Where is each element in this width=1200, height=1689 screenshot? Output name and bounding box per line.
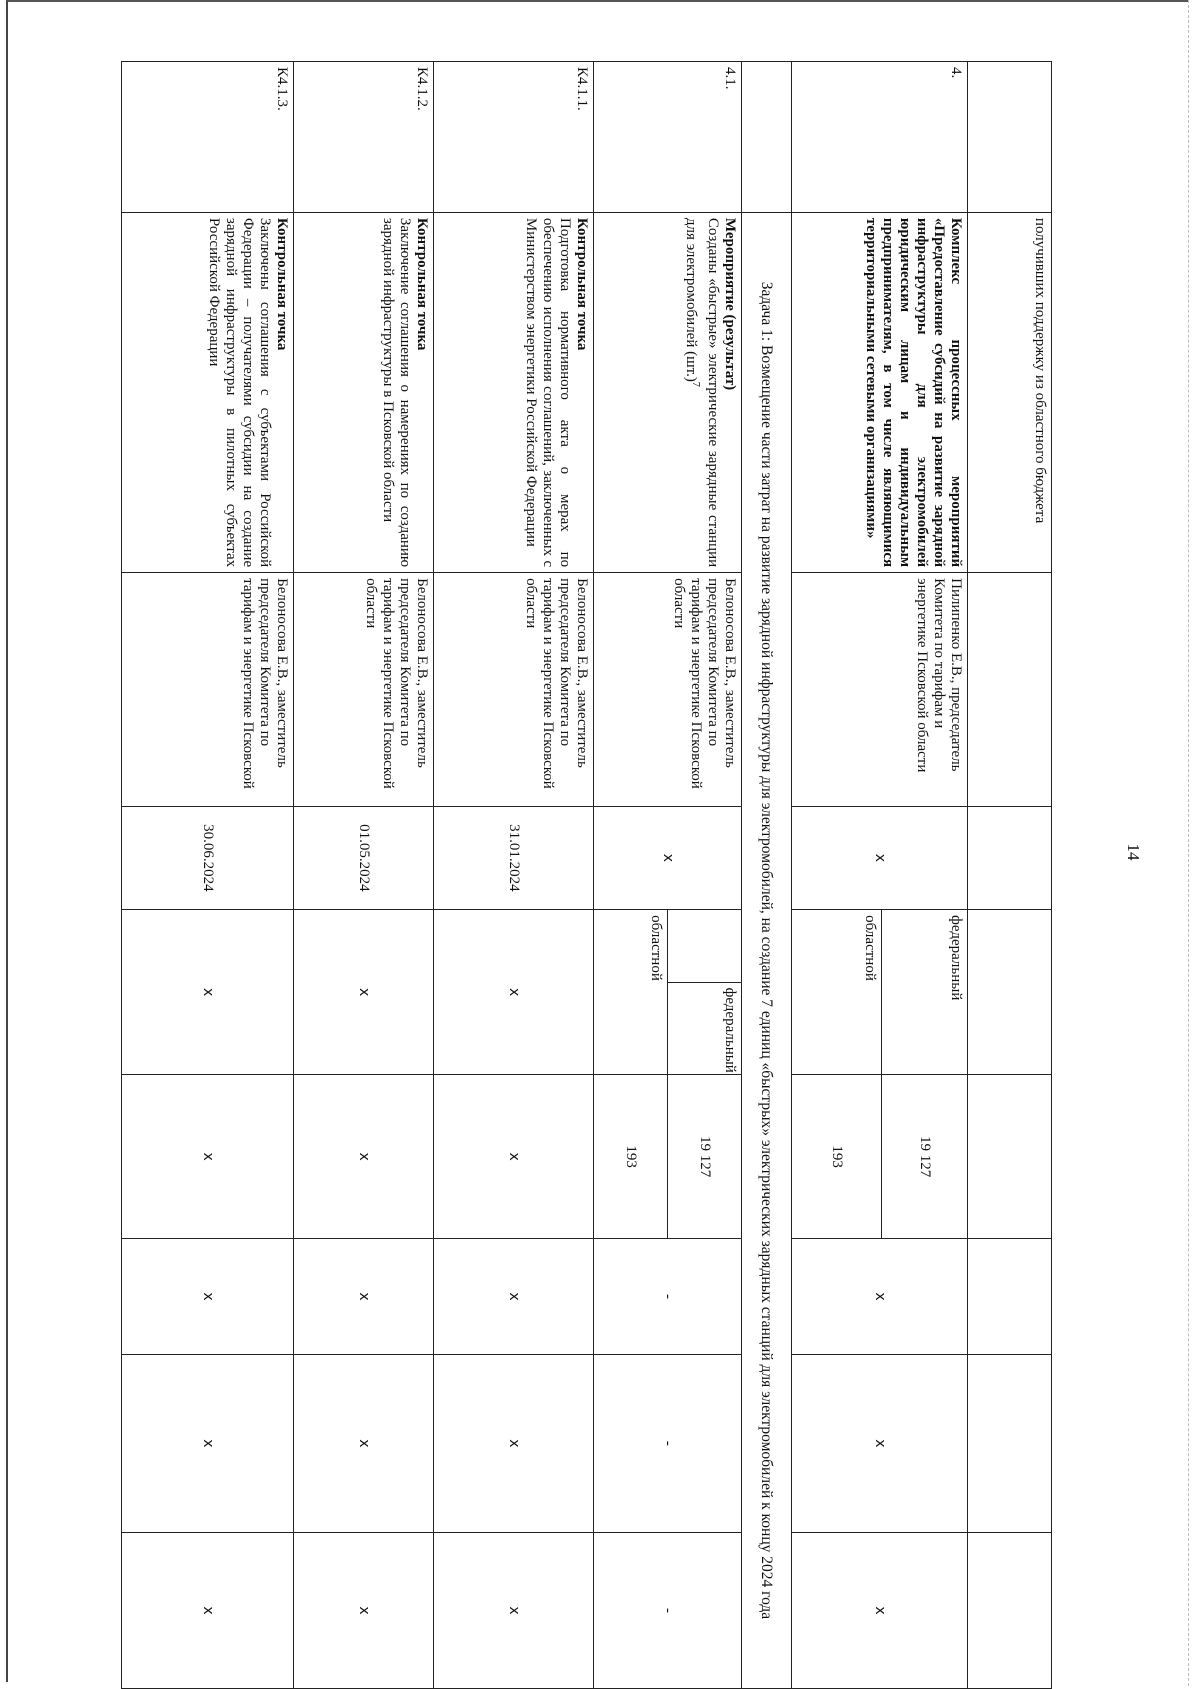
table-row: [968, 62, 1052, 1689]
cell-source: x: [122, 910, 294, 1075]
cell-v3: x: [792, 1532, 968, 1688]
cell-v1: x: [792, 1239, 968, 1355]
cell-num: К4.1.3.: [122, 62, 294, 213]
plan-table: [121, 61, 1052, 1689]
cell-responsible: Белоносова Е.В., заместитель председателя Комитета по тарифам и энергетике Псковской области: [594, 573, 742, 806]
cell-amount: x: [294, 1075, 434, 1239]
task-description: Задача 1: Возмещение части затрат на развитие зарядной инфраструктуры для электромобилей, на создание 7 единиц «быстрых» электрических зарядных станций для электромобилей к концу 2024 года: [742, 212, 792, 1688]
cell-v2: x: [122, 1354, 294, 1532]
cell-v1: [968, 1239, 1052, 1355]
cell-date: 30.06.2024: [122, 806, 294, 910]
cell-num: К4.1.2.: [294, 62, 434, 213]
measure-label: Мероприятие (результат): [722, 217, 738, 391]
cell-v1: x: [122, 1239, 294, 1355]
cell-responsible: [968, 573, 1052, 806]
cell-num: [742, 62, 792, 213]
cell-source: x: [434, 910, 594, 1075]
cell-v1: x: [434, 1239, 594, 1355]
cell-v2: x: [792, 1354, 968, 1532]
footnote-mark: 7: [690, 381, 701, 387]
cell-title: [434, 212, 594, 572]
cell-amount: [968, 1075, 1052, 1239]
cell-amount: 193: [792, 1075, 882, 1239]
checkpoint-label: Контрольная точка: [414, 217, 430, 351]
cell-v3: [968, 1532, 1052, 1688]
cell-num: К4.1.1.: [434, 62, 594, 213]
cell-num: 4.1.: [594, 62, 742, 213]
checkpoint-text: Заключение соглашения о намерениях по созданию зарядной инфраструктуры в Псковской области: [380, 217, 413, 568]
table-row: [668, 62, 742, 1689]
cell-amount: x: [434, 1075, 594, 1239]
checkpoint-text: Подготовка нормативного акта о мерах по обеспечению исполнения соглашений, заключенных с Министерством энергетики Российской Федерации: [523, 217, 573, 568]
cell-source: [968, 910, 1052, 1075]
cell-date: [968, 806, 1052, 910]
cell-v3: x: [122, 1532, 294, 1688]
cell-empty: [668, 910, 742, 982]
rotated-table-wrapper: [122, 61, 1052, 1689]
checkpoint-label: Контрольная точка: [574, 217, 590, 351]
table-row: [882, 62, 968, 1689]
cell-title: [122, 212, 294, 572]
cell-date: 01.05.2024: [294, 806, 434, 910]
cell-v2: [968, 1354, 1052, 1532]
cell-date: 31.01.2024: [434, 806, 594, 910]
scan-edge: [1188, 0, 1189, 1686]
cell-title: [294, 212, 434, 572]
cell-amount: x: [122, 1075, 294, 1239]
cell-v1: x: [294, 1239, 434, 1355]
table-row: [434, 62, 594, 1689]
cell-source: федеральный: [882, 910, 968, 1075]
cell-amount: 19 127: [668, 1075, 742, 1239]
cell-amount: 193: [594, 1075, 668, 1239]
cell-num: 4.: [792, 62, 968, 213]
cell-source: x: [294, 910, 434, 1075]
task-row: [742, 62, 792, 1689]
cell-responsible: Белоносова Е.В., заместитель председателя Комитета по тарифам и энергетике Псковской области: [434, 573, 594, 806]
cell-v3: x: [294, 1532, 434, 1688]
cell-date: x: [594, 806, 742, 910]
cell-responsible: Пилипенко Е.В., председатель Комитета по тарифам и энергетике Псковской области: [792, 573, 968, 806]
table-row: [294, 62, 434, 1689]
cell-title: Комплекс процессных мероприятий «Предоставление субсидий на развитие зарядной инфраструктуры для электромобилей юридическим лицам и индивидуальным предпринимателям, в том числе являющимися территориальными сетевыми организациями»: [792, 212, 968, 572]
cell-source: федеральный: [668, 982, 742, 1075]
page-number: 14: [1124, 843, 1143, 861]
cell-source: областной: [792, 910, 882, 1075]
cell-v2: x: [294, 1354, 434, 1532]
checkpoint-label: Контрольная точка: [274, 217, 290, 351]
cell-responsible: Белоносова Е.В., заместитель председателя Комитета по тарифам и энергетике Псковской: [122, 573, 294, 806]
cell-date: x: [792, 806, 968, 910]
measure-text: Созданы «быстрые» электрические зарядные станции для электромобилей (шт.): [683, 217, 721, 568]
cell-amount: 19 127: [882, 1075, 968, 1239]
cell-v3: x: [434, 1532, 594, 1688]
checkpoint-text: Заключены соглашения с субъектами Российской Федерации – получателями субсидии на создание зарядной инфраструктуры в пилотных субъектах Российской Федерации: [206, 217, 273, 568]
cell-num: [968, 62, 1052, 213]
cell-title: [594, 212, 742, 572]
cell-v3: -: [594, 1532, 742, 1688]
cell-title: получивших поддержку из областного бюджета: [968, 212, 1052, 572]
cell-v2: -: [594, 1354, 742, 1532]
cell-responsible: Белоносова Е.В., заместитель председателя Комитета по тарифам и энергетике Псковской области: [294, 573, 434, 806]
cell-v2: x: [434, 1354, 594, 1532]
cell-v1: -: [594, 1239, 742, 1355]
table-row: [122, 62, 294, 1689]
cell-source: областной: [594, 910, 668, 1075]
